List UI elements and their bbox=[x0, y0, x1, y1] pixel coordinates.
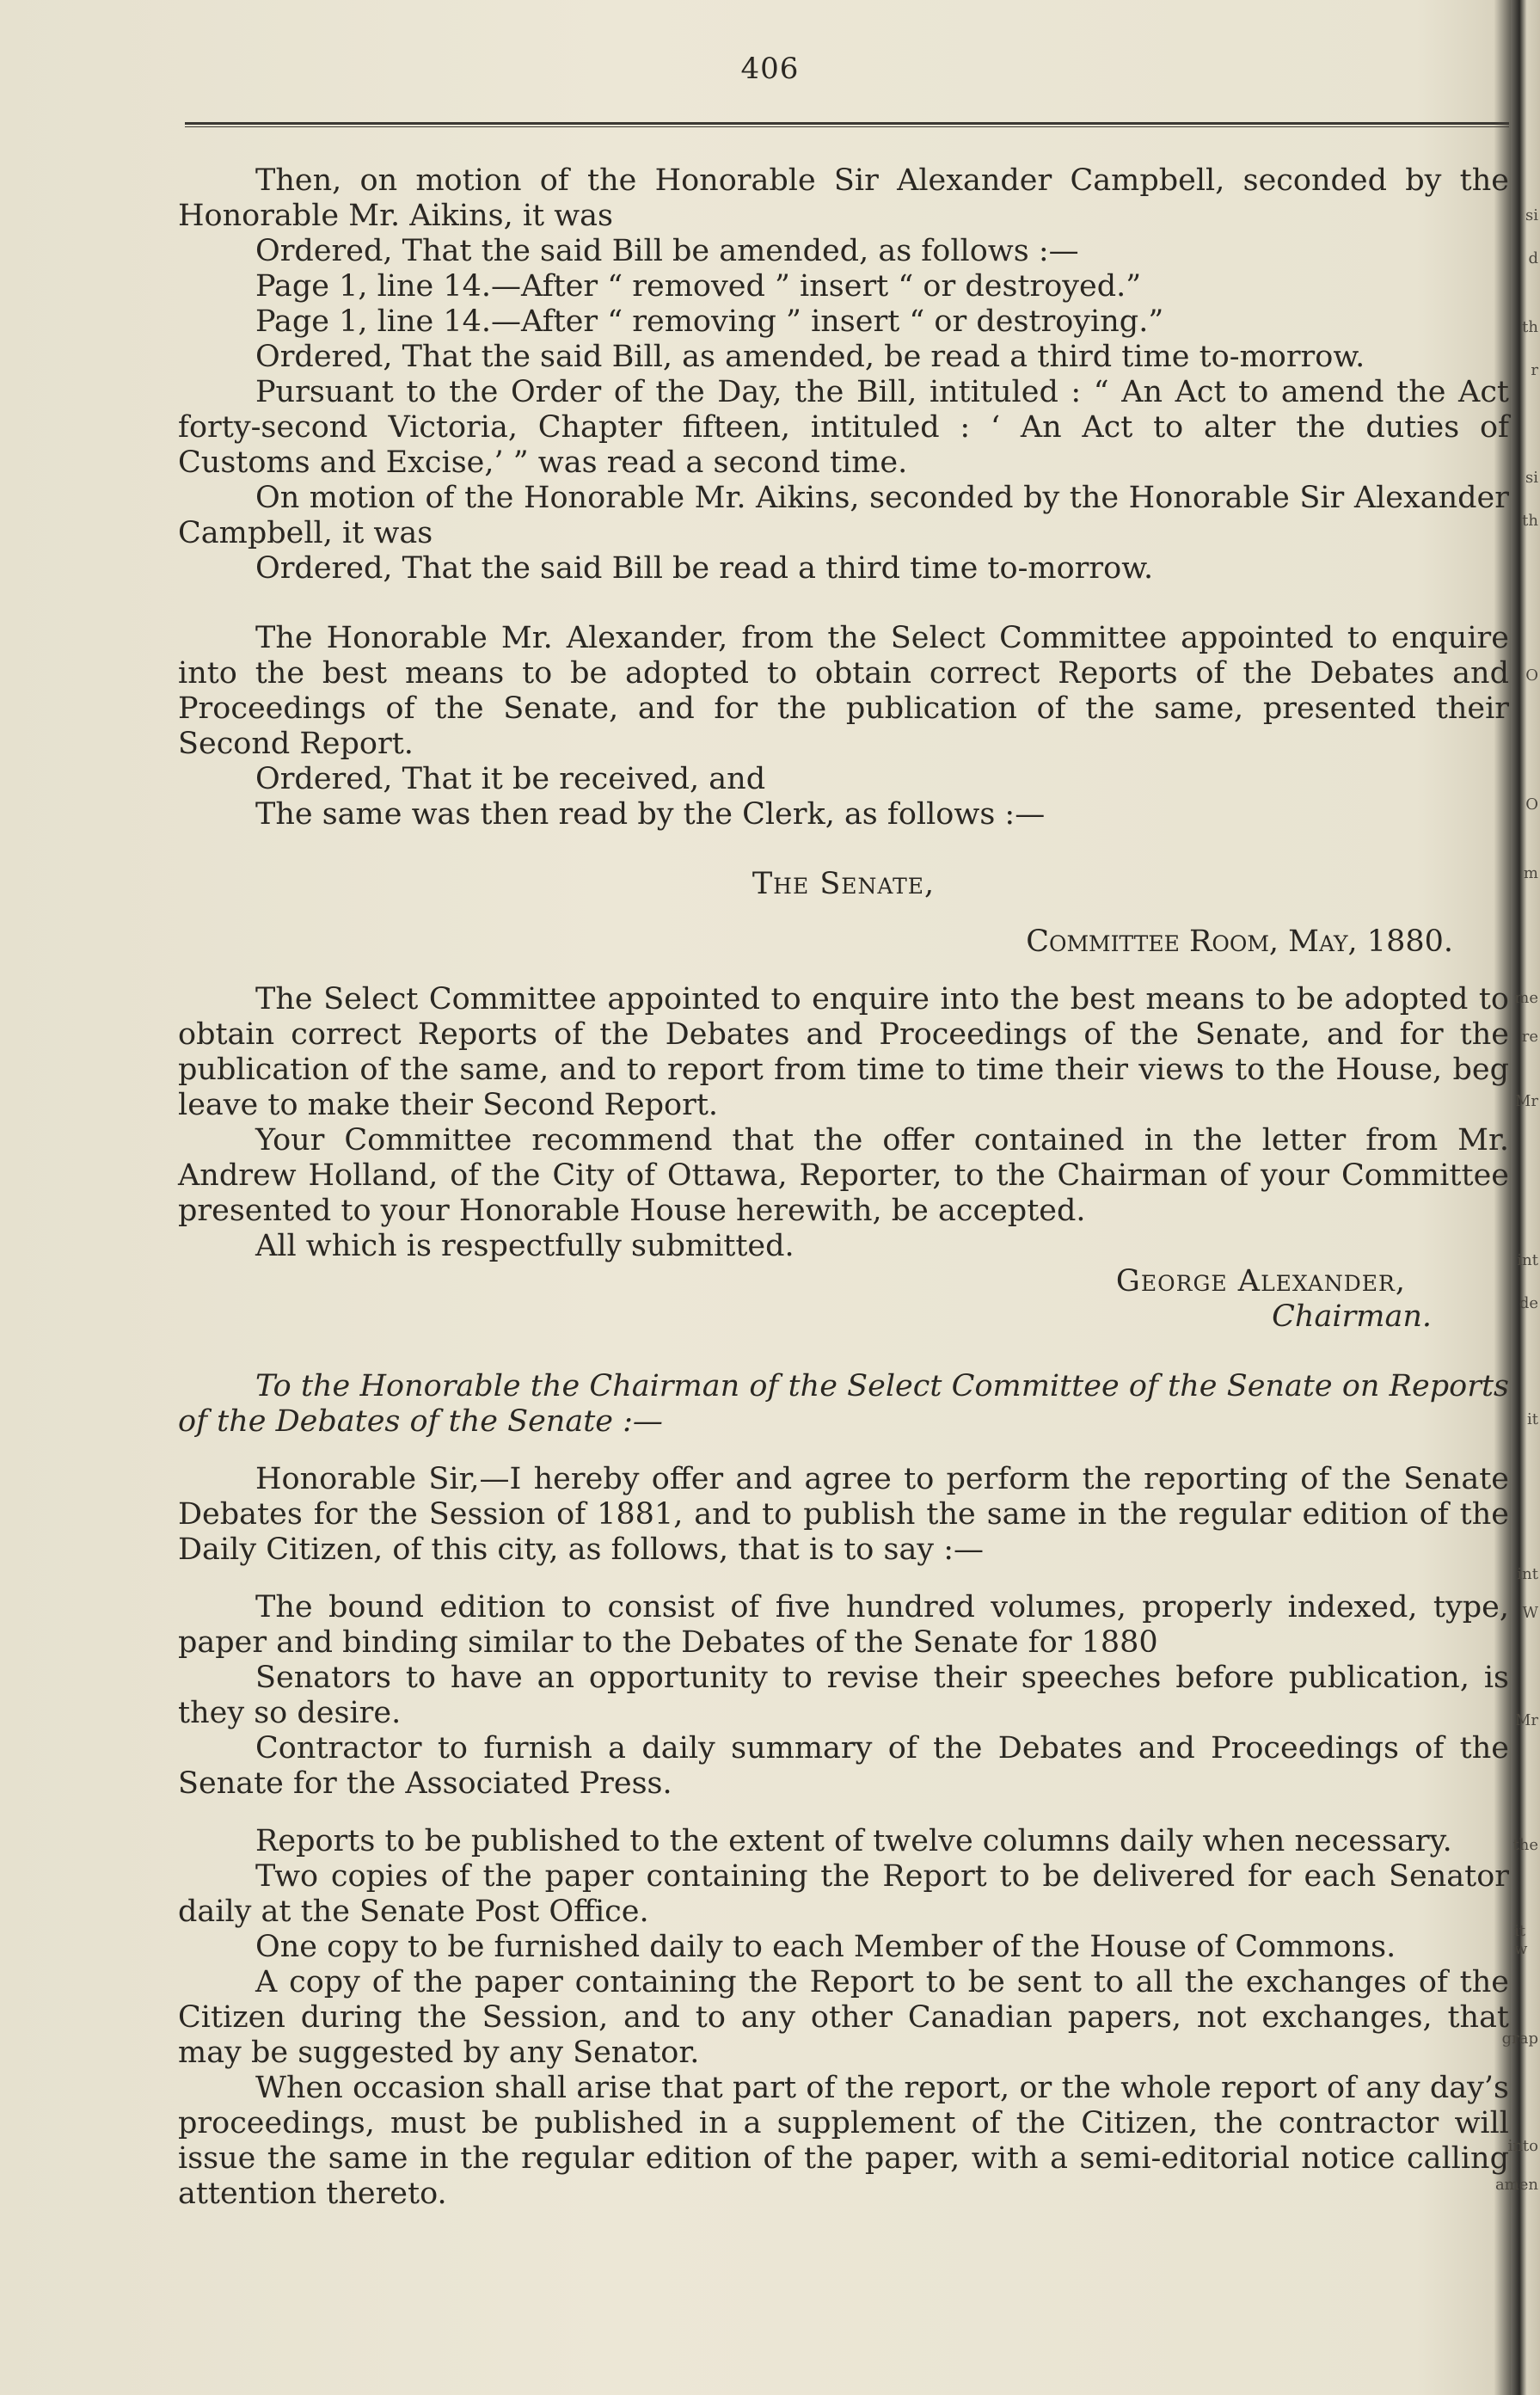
header-rule bbox=[185, 122, 1509, 127]
paragraph: Ordered, That the said Bill be amended, as follows :— bbox=[255, 234, 1079, 268]
paragraph: Page 1, line 14.—After “ removing ” insert “ or destroying.” bbox=[255, 304, 1164, 339]
paragraph: The Honorable Mr. Alexander, from the Select Committee appointed to enquire into the best means to be adopted to obtain correct Reports of the Debates and Proceedings of the Senate, and for the publication of the same, presented their Second Report. bbox=[178, 621, 1509, 761]
margin-fragment: int bbox=[1517, 1565, 1538, 1583]
letter-term: Two copies of the paper containing the Report to be delivered for each Senator daily at the Senate Post Office. bbox=[178, 1859, 1509, 1929]
letter-term: Reports to be published to the extent of twelve columns daily when necessary. bbox=[255, 1824, 1452, 1858]
paragraph: Then, on motion of the Honorable Sir Alexander Campbell, seconded by the Honorable Mr. Aikins, it was bbox=[178, 163, 1509, 233]
margin-fragment: d bbox=[1528, 249, 1538, 267]
paragraph: On motion of the Honorable Mr. Aikins, seconded by the Honorable Sir Alexander Campbell, it was bbox=[178, 481, 1509, 550]
letter-term: The bound edition to consist of five hundred volumes, properly indexed, type, paper and binding similar to the Debates of the Senate for 1880 bbox=[178, 1590, 1509, 1660]
margin-fragment: th bbox=[1522, 512, 1538, 530]
margin-fragment: m bbox=[1523, 864, 1538, 882]
letter-term: Senators to have an opportunity to revise their speeches before publication, is they so desire. bbox=[178, 1661, 1509, 1730]
margin-fragment: r bbox=[1531, 361, 1538, 379]
report-paragraph: Your Committee recommend that the offer contained in the letter from Mr. Andrew Holland, of the City of Ottawa, Reporter, to the Chairman of your Committee presented to your Honorable House herewith, be accepted. bbox=[178, 1123, 1509, 1228]
paragraph: The same was then read by the Clerk, as follows :— bbox=[255, 797, 1046, 832]
margin-fragment: W bbox=[1522, 1604, 1538, 1622]
margin-fragment: si bbox=[1525, 206, 1538, 224]
margin-fragment: O bbox=[1525, 666, 1538, 685]
margin-fragment: me bbox=[1514, 989, 1538, 1007]
paragraph: Ordered, That the said Bill, as amended, be read a third time to-morrow. bbox=[255, 340, 1365, 374]
signature-name: George Alexander, bbox=[1115, 1264, 1406, 1299]
margin-fragment: O bbox=[1525, 795, 1538, 814]
margin-fragment: amen bbox=[1494, 2176, 1538, 2194]
margin-fragment: re bbox=[1521, 1028, 1538, 1046]
letter-term: One copy to be furnished daily to each Member of the House of Commons. bbox=[255, 1930, 1396, 1964]
facing-page-margin bbox=[1494, 0, 1540, 2395]
letter-term: A copy of the paper containing the Report to be sent to all the exchanges of the Citizen during the Session, and to any other Canadian papers, not exchanges, that may be suggested by any Senator. bbox=[178, 1965, 1509, 2070]
margin-fragment: int bbox=[1517, 1251, 1538, 1269]
letter-term: When occasion shall arise that part of the report, or the whole report of any day’s proceedings, must be published in a supplement of the Citizen, the contractor will issue the same in the regular edition of the paper, with a semi-editorial notice calling attention thereto. bbox=[178, 2071, 1509, 2211]
margin-fragment: grap bbox=[1501, 2030, 1538, 2048]
letter-address: To the Honorable the Chairman of the Select Committee of the Senate on Reports of the Debates of the Senate :— bbox=[178, 1369, 1509, 1439]
paragraph: Page 1, line 14.—After “ removed ” insert “ or destroyed.” bbox=[255, 269, 1142, 304]
margin-fragment: into bbox=[1507, 2137, 1538, 2155]
margin-fragment: Mr bbox=[1514, 1092, 1538, 1110]
margin-fragment: it w bbox=[1514, 1922, 1528, 1958]
margin-fragment: si bbox=[1525, 469, 1538, 487]
margin-fragment: th bbox=[1522, 318, 1538, 336]
page-body bbox=[178, 163, 1509, 2212]
report-heading-senate: The Senate, bbox=[752, 867, 936, 901]
margin-fragment: de bbox=[1519, 1294, 1538, 1312]
report-heading-room: Committee Room, May, 1880. bbox=[1026, 924, 1453, 959]
margin-fragment: it bbox=[1527, 1410, 1538, 1428]
page-number: 406 bbox=[740, 52, 800, 86]
letter-opening: Honorable Sir,—I hereby offer and agree to perform the reporting of the Senate Debates for the Session of 1881, and to publish the same in the regular edition of the Daily Citizen, of this city, as follows, that is to say :— bbox=[178, 1462, 1509, 1567]
margin-fragment: Mr bbox=[1514, 1711, 1538, 1729]
margin-fragment: the bbox=[1512, 1836, 1538, 1854]
report-paragraph: All which is respectfully submitted. bbox=[255, 1229, 795, 1263]
paragraph: Ordered, That it be received, and bbox=[255, 762, 766, 796]
paragraph: Pursuant to the Order of the Day, the Bill, intituled : “ An Act to amend the Act forty-second Victoria, Chapter fifteen, intituled : ‘ An Act to alter the duties of Customs and Excise,’ ” was read a second time. bbox=[178, 375, 1509, 480]
signature-title: Chairman. bbox=[1272, 1299, 1432, 1334]
report-paragraph: The Select Committee appointed to enquire into the best means to be adopted to obtain correct Reports of the Debates and Proceedings of the Senate, and for the publication of the same, and to report from time to time their views to the House, beg leave to make their Second Report. bbox=[178, 982, 1509, 1122]
letter-term: Contractor to furnish a daily summary of the Debates and Proceedings of the Senate for the Associated Press. bbox=[178, 1731, 1509, 1801]
paragraph: Ordered, That the said Bill be read a third time to-morrow. bbox=[255, 551, 1154, 586]
